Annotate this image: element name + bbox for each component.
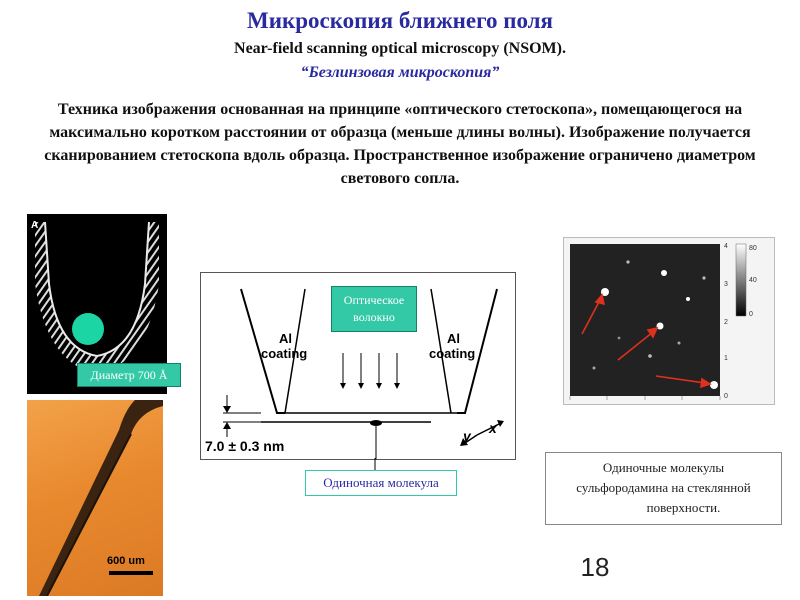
caption-line-2: сульфородамина на стеклянной xyxy=(576,480,751,495)
axis-tick-0: 0 xyxy=(724,393,728,400)
axis-tick-2: 2 xyxy=(724,319,728,326)
caption-box xyxy=(545,452,782,525)
fluorescence-image xyxy=(563,237,775,405)
molecule-label: Одиночная молекула xyxy=(305,470,457,496)
axis-tick-3: 3 xyxy=(724,281,728,288)
gap-label: 7.0 ± 0.3 nm xyxy=(205,438,285,454)
molecule-mark xyxy=(370,420,382,426)
slide-number: 18 xyxy=(580,552,610,582)
axis-x-label: x xyxy=(489,420,497,436)
axis-tick-4: 4 xyxy=(724,243,728,250)
description-paragraph: Техника изображения основанная на принципе «оптического стетоскопа», помещающегося на максимально коротком расстоянии от образца (меньше длины волны). Изображение получается сканированием стетоскопа вдоль образца. Пространственное изображение ограничено диаметром светового сопла. xyxy=(44,101,756,187)
colorbar-tick-40: 40 xyxy=(749,277,757,284)
axis-y-label: y xyxy=(463,428,471,444)
colorbar-tick-80: 80 xyxy=(749,245,757,252)
fiber-drawing xyxy=(27,400,163,596)
fluorescence-drawing xyxy=(564,238,774,404)
scale-label: 600 um xyxy=(107,555,145,567)
caption-line-3: поверхности. xyxy=(646,500,721,515)
right-coating-text: Al coating xyxy=(429,331,476,361)
axis-tick-1: 1 xyxy=(724,355,728,362)
caption-line-1: Одиночные молекулы xyxy=(602,460,725,475)
diameter-label: Диаметр 700 Å xyxy=(77,363,181,387)
fiber-photo xyxy=(27,400,163,596)
panel-letter: A xyxy=(31,220,39,231)
subtitle-english: Near-field scanning optical microscopy (NSOM). xyxy=(234,40,566,57)
scale-bar xyxy=(109,571,153,575)
colorbar xyxy=(736,244,746,316)
subtitle-russian: “Безлинзовая микроскопия” xyxy=(300,64,500,81)
left-coating-text: Al coating xyxy=(261,331,308,361)
colorbar-tick-0: 0 xyxy=(749,311,753,318)
fiber-label: Оптическое волокно xyxy=(331,286,417,332)
page-title: Микроскопия ближнего поля xyxy=(247,8,553,33)
